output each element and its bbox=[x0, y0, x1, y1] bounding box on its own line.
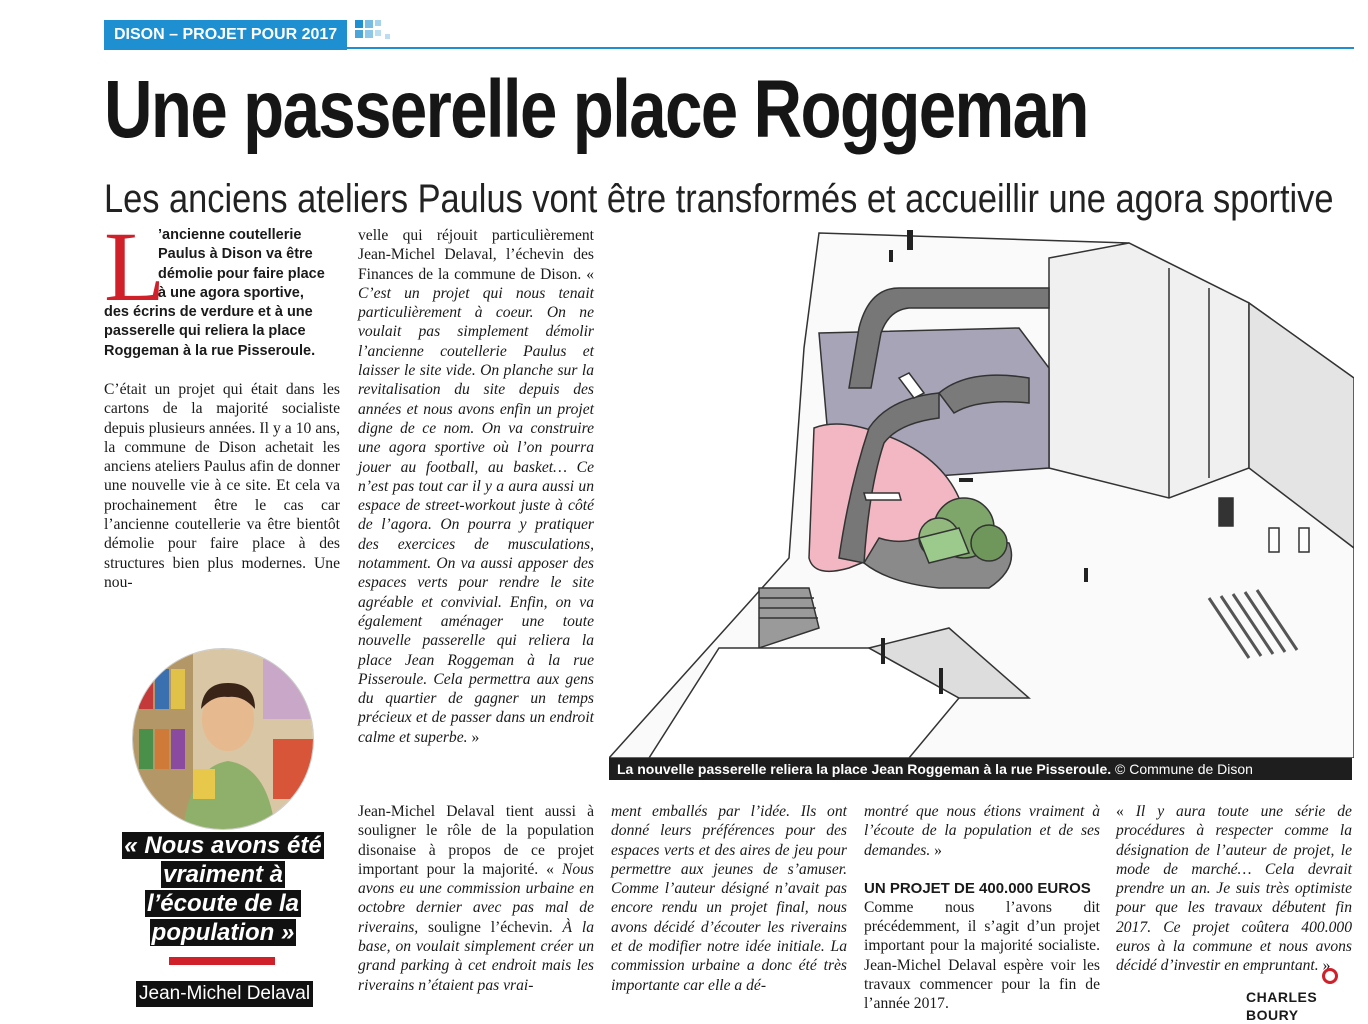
paragraph: C’était un projet qui était dans les cartons de la majorité socialiste depuis plusieurs années. Il y a 10 ans, la commune de Dison achetait les anciens ateliers Paulus afin de donner une nouvelle vie à ce site. Et cela va prochainement être le cas car l’ancienne coutellerie va être bientôt démolie pour faire place à des structures bien plus modernes. Une nou- bbox=[104, 381, 340, 591]
quote-text: montré que nous étions vraiment à l’écoute de la population et de ses demandes. bbox=[864, 803, 1100, 859]
quote-text: Il y aura toute une série de procédures à respecter comme la désignation de l’auteur de projet, le mode de marché… Cela devrait prendre un an. Je suis très optimiste pour que les travaux débutent fin 2017. Ce projet coûtera 400.000 euros à la commune et nous avons décidé d’investir en empruntant. bbox=[1116, 803, 1352, 975]
pullquote-text: vraiment à bbox=[162, 861, 284, 888]
text: souligne l’échevin. bbox=[418, 918, 563, 936]
pullquote-text: l’écoute de la bbox=[146, 890, 300, 917]
article-column-2b bbox=[358, 802, 594, 995]
quote-text: C’est un projet qui nous tenait particulièrement à coeur. On ne voulait pas simplement démolir l’ancienne coutellerie Paulus et laisser le site vide. On planche sur la revitalisation du site depuis des années et nous avons enfin un projet digne de ce nom. On va construire une agora sportive où l’on pourra jouer au football, au basket… Ce n’est pas tout car il y a aura aussi un espace de street-workout juste à côté de l’agora. On pourra y pratiquer des exercices de musculations, notamment. On va aussi apposer des espaces verts pour rendre le site agréable et convivial. Enfin, on va également aménager une toute nouvelle passerelle qui reliera la place Jean Roggeman à la rue Pisseroule. Cela permettra aux gens du quartier de gagner un temps précieux et de passer dans un endroit calme et superbe. bbox=[358, 284, 594, 746]
rubric-rule bbox=[104, 47, 1354, 49]
article-column-2 bbox=[358, 226, 594, 747]
paragraph: Comme nous l’avons dit précédemment, il s’agit d’un projet important pour la majorité socialiste. Jean-Michel Delaval espère voir les travaux commencer pour la fin de l’année 2017. bbox=[864, 898, 1100, 1013]
section-rubric: DISON – PROJET POUR 2017 bbox=[104, 20, 347, 50]
paragraph bbox=[864, 802, 1100, 860]
architectural-illustration bbox=[609, 228, 1354, 758]
pullquote-line bbox=[116, 890, 330, 918]
lede-first: ’ancienne coutellerie Paulus à Dison va être démolie pour faire place à une agora sportive, bbox=[158, 227, 325, 301]
paragraph: ment emballés par l’idée. Ils ont donné leurs préférences pour des espaces verts et des aires de jeu pour permettre aux jeunes de s’amuser. Comme l’auteur désigné n’avait pas encore rendu un projet final, nous avons décidé d’écouter les riverains et de modifier notre idée initiale. La commission urbaine a donc été très importante car elle a dé- bbox=[611, 803, 847, 994]
pullquote-line bbox=[116, 919, 330, 947]
image-caption bbox=[609, 758, 1352, 780]
paragraph bbox=[1116, 802, 1352, 976]
end-mark-icon bbox=[1322, 968, 1338, 984]
article-column-1 bbox=[104, 380, 340, 592]
text: » bbox=[930, 841, 942, 859]
quote-text: À la base, on voulait simplement créer un grand parking à cet endroit mais les riverains n’étaient pas vrai- bbox=[358, 918, 594, 994]
site-plan-drawing bbox=[609, 228, 1354, 758]
text: » bbox=[467, 728, 480, 746]
text: » bbox=[1318, 957, 1331, 975]
portrait-illustration bbox=[133, 649, 313, 829]
headline: Une passerelle place Roggeman bbox=[104, 64, 1088, 155]
text: Jean-Michel Delaval tient aussi à souligner le rôle de la population disonaise à propos de ce projet important pour la majorité. « bbox=[358, 803, 594, 878]
quote-text: Nous avons eu une commission urbaine en octobre dernier avec pas mal de riverains, bbox=[358, 860, 594, 936]
pullquote-text: population » bbox=[151, 919, 295, 946]
article-column-3 bbox=[611, 802, 847, 995]
text: velle qui réjouit particulièrement Jean-Michel Delaval, l’échevin des Finances de la commune de Dison. « bbox=[358, 227, 594, 283]
photo-credit: © Commune de Dison bbox=[1111, 761, 1253, 777]
rubric-squares bbox=[355, 20, 395, 48]
caption-text: La nouvelle passerelle reliera la place Jean Roggeman à la rue Pisseroule. bbox=[617, 761, 1112, 777]
drop-cap: L bbox=[104, 211, 166, 322]
pullquote-line bbox=[116, 832, 330, 860]
article-column-5 bbox=[1116, 802, 1352, 976]
subheadline: Les anciens ateliers Paulus vont être transformés et accueillir une agora sportive bbox=[104, 177, 1334, 221]
paragraph bbox=[358, 802, 594, 995]
paragraph bbox=[358, 226, 594, 747]
section-subhead: UN PROJET DE 400.000 EUROS bbox=[864, 879, 1091, 897]
article-column-4 bbox=[864, 802, 1100, 1014]
text: « bbox=[1116, 803, 1136, 820]
pullquote-text: « Nous avons été bbox=[124, 832, 322, 859]
pullquote-line bbox=[116, 861, 330, 889]
pullquote-author: Jean-Michel Delaval bbox=[136, 981, 313, 1007]
byline: CHARLES BOURY bbox=[1246, 989, 1318, 1023]
pullquote-rule bbox=[169, 957, 275, 965]
portrait-photo bbox=[132, 648, 314, 830]
lede-rest: des écrins de verdure et à une passerelle qui reliera la place Roggeman à la rue Pisseroule. bbox=[104, 304, 316, 359]
